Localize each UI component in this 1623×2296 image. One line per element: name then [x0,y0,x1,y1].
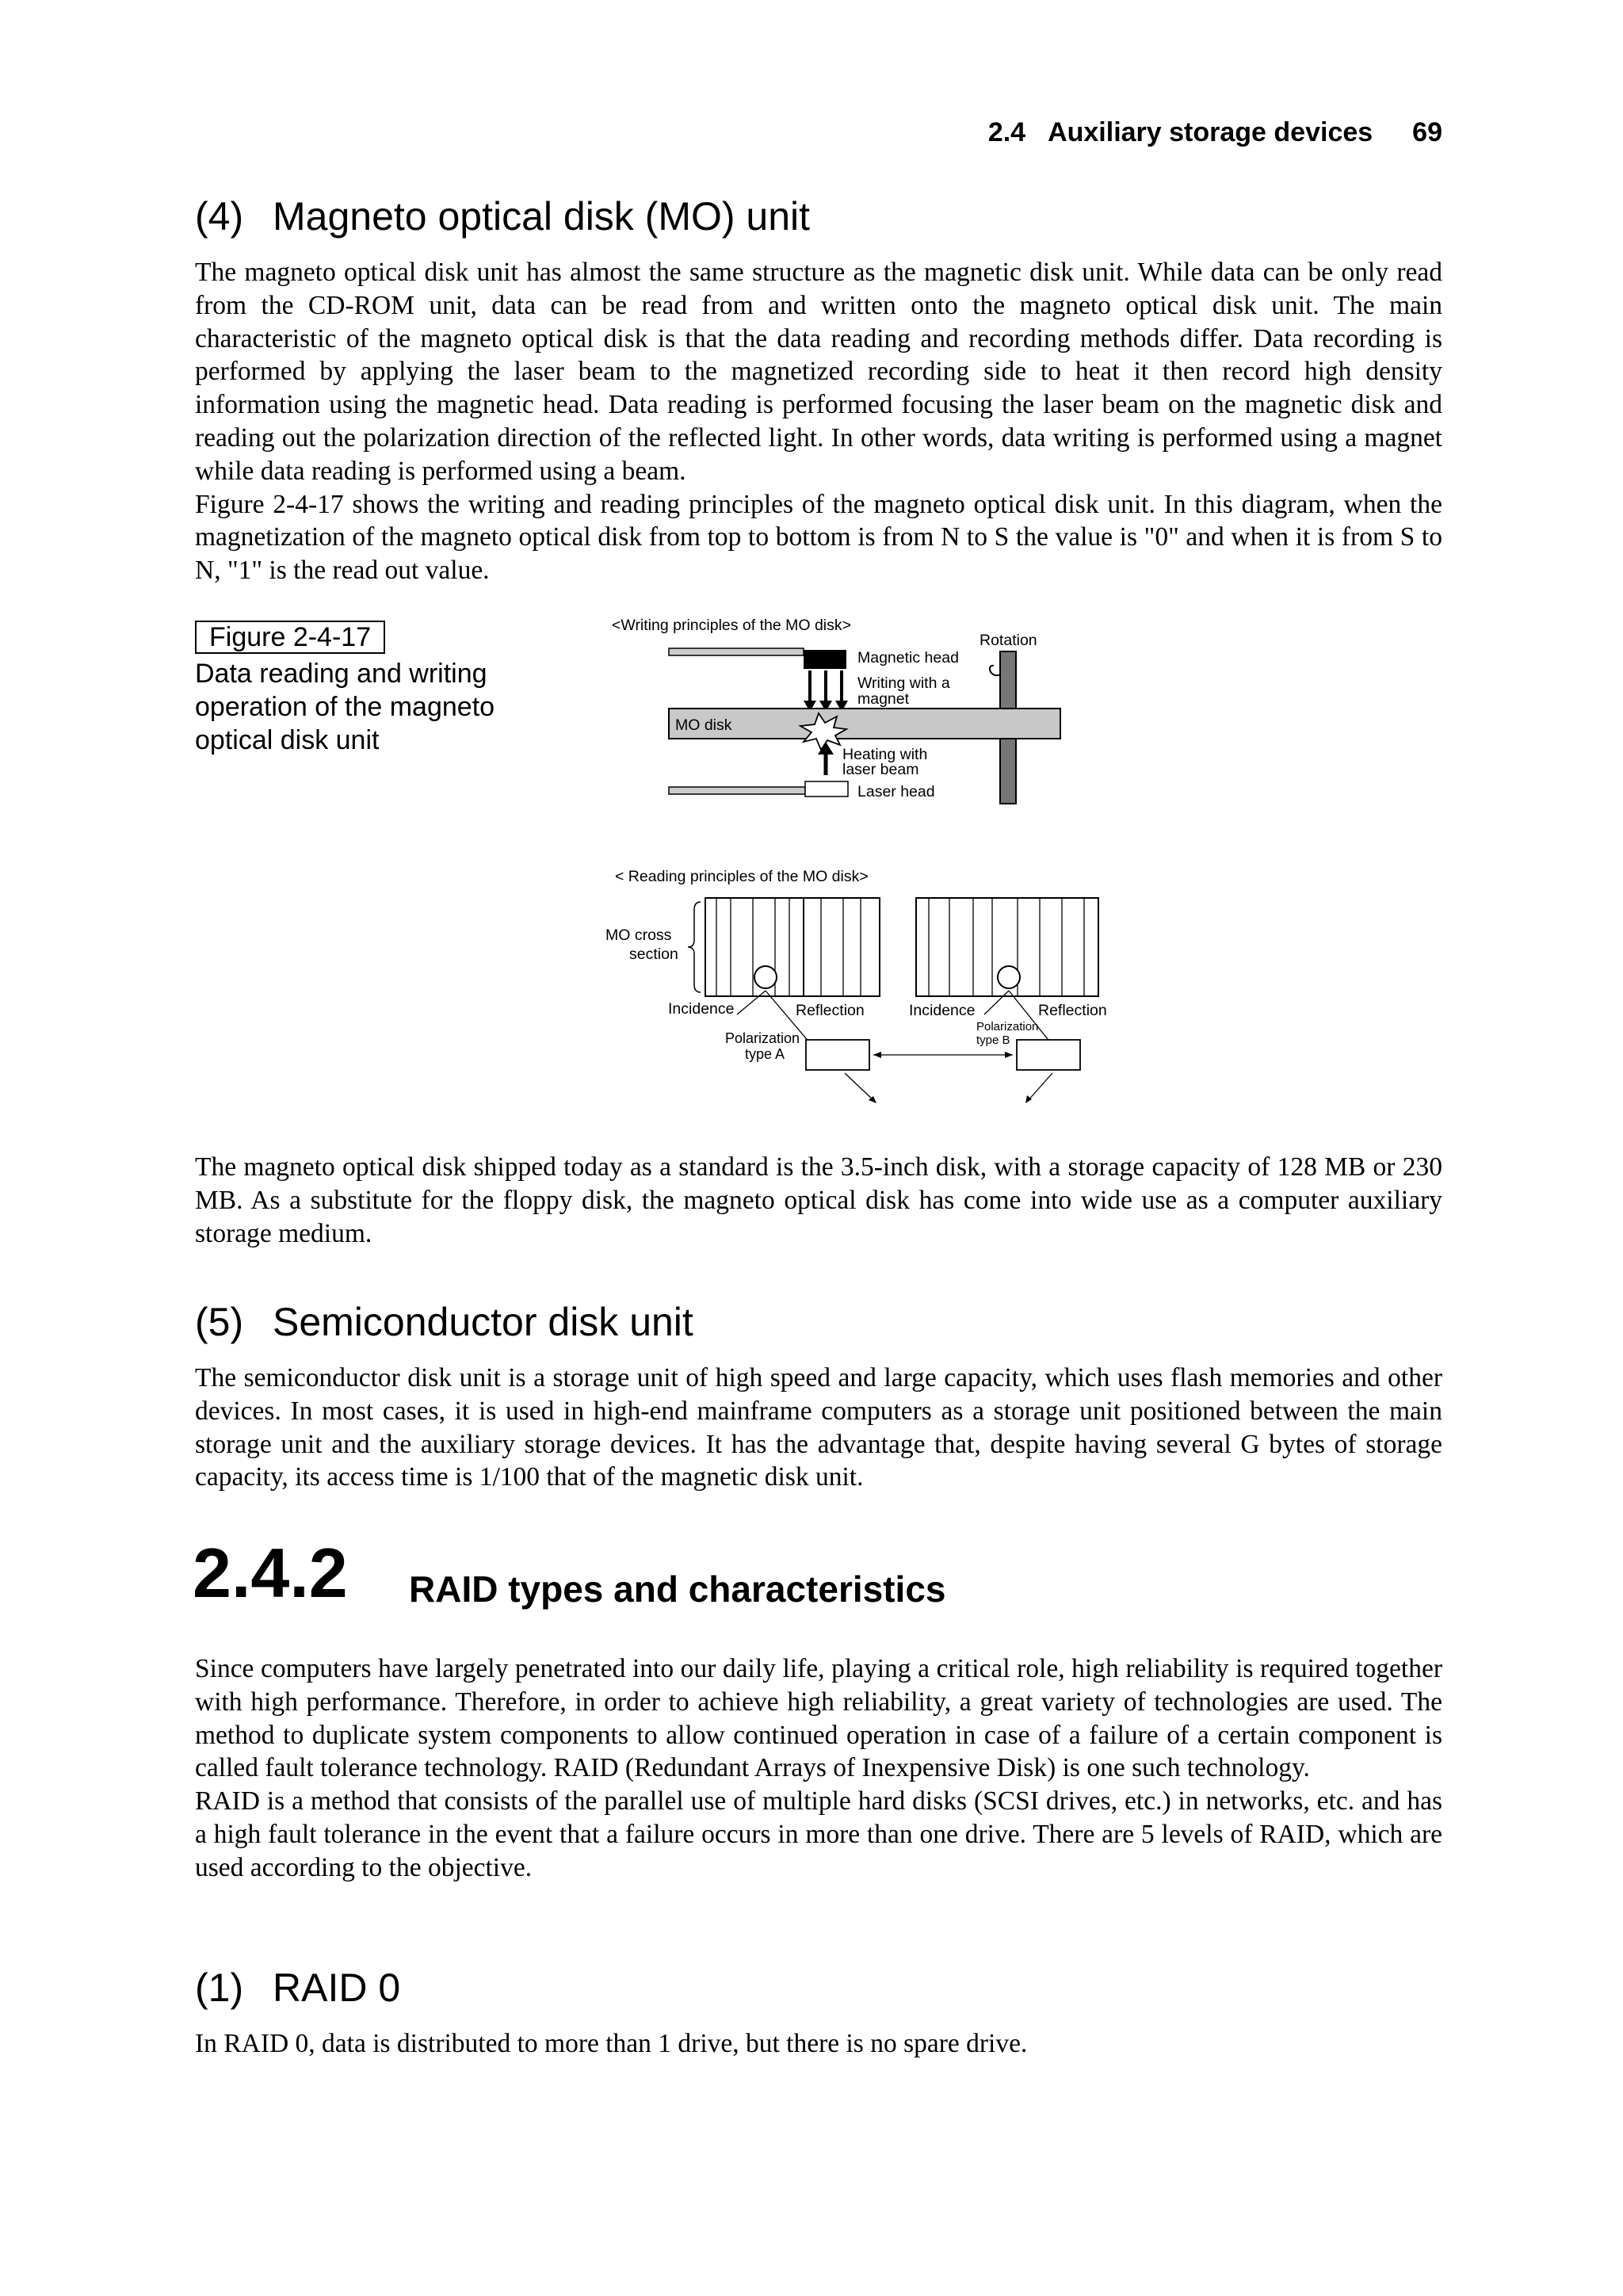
figure-number: Figure 2-4-17 [195,621,385,654]
raid0-heading-number: (1) [195,1966,244,2010]
magnetic-head-label: Magnetic head [857,649,959,667]
magnetic-head-arm [669,648,804,655]
page-number: 69 [1412,117,1442,147]
incidence-label-right: Incidence [909,1002,976,1019]
writing-magnet-label-1: Writing with a [857,674,950,692]
mo-heading-number: (4) [195,194,244,239]
polarization-a-label-2: type A [745,1046,785,1062]
read-spot-left [754,966,777,988]
cross-section-brace [688,902,701,992]
reflection-label-right: Reflection [1038,1002,1107,1019]
raid0-heading-text: RAID 0 [273,1966,401,2010]
polarization-b-box [1017,1040,1080,1070]
magnetic-head [804,650,846,669]
reading-title: < Reading principles of the MO disk> [615,868,869,885]
raid0-heading [195,1965,400,2011]
cross-section-label-2: section [629,946,678,963]
semiconductor-body: The semiconductor disk unit is a storage unit of high speed and large capacity, which uses flash memories and other devices. In most cases, it is used in high-end mainframe computers as a storage unit positioned between the main storage unit and the auxiliary storage devices. It has the advantage that, despite having several G bytes of storage capacity, its access time is 1/100 that of the magnetic disk unit. [195,1363,1442,1492]
semiconductor-heading-text: Semiconductor disk unit [273,1300,693,1344]
raid-section-number: 2.4.2 [193,1534,348,1612]
raid-section-title: RAID types and characteristics [409,1568,946,1610]
heating-label-2: laser beam [842,761,919,778]
raid-paragraph-1: Since computers have largely penetrated into our daily life, playing a critical role, high reliability is required together with high performance. Therefore, in order to achieve high reliability, a great variety of technologies are used. The method to duplicate system components to allow continued operation in case of a failure of a certain component is called fault tolerance technology. RAID (Redundant Arrays of Inexpensive Disk) is one such technology. [195,1654,1442,1783]
semiconductor-heading-number: (5) [195,1300,244,1344]
header-section-title: Auxiliary storage devices [1048,117,1373,147]
semiconductor-heading [195,1299,693,1345]
reflection-label-left: Reflection [796,1002,865,1019]
incidence-label-left: Incidence [668,1000,735,1018]
mo-heading-text: Magneto optical disk (MO) unit [273,194,811,239]
mo-after-figure: The magneto optical disk shipped today as a standard is the 3.5-inch disk, with a storage capacity of 128 MB or 230 MB. As a substitute for the floppy disk, the magneto optical disk has come into wide use as a computer auxiliary storage medium. [195,1152,1442,1248]
cross-section-label-1: MO cross [605,926,672,944]
read-spot-right [998,966,1020,988]
figure-caption: Data reading and writing operation of the magneto optical disk unit [195,659,495,755]
raid0-body: In RAID 0, data is distributed to more than 1 drive, but there is no spare drive. [195,2029,1028,2058]
raid-paragraph-2: RAID is a method that consists of the parallel use of multiple hard disks (SCSI drives, etc.) in networks, etc. and has a high fault tolerance in the event that a failure occurs in more than one drive. There are 5 levels of RAID, which are used according to the objective. [195,1786,1442,1882]
laser-head [805,781,848,797]
laser-head-arm [669,787,805,794]
writing-magnet-label-2: magnet [857,690,910,708]
mo-paragraph-1: The magneto optical disk unit has almost the same structure as the magnetic disk unit. While data can be only read from the CD-ROM unit, data can be read from and written onto the magneto optical disk unit. The main characteristic of the magneto optical disk is that the data reading and recording methods differ. Data recording is performed by applying the laser beam to the magnetized recording side to heat it then record high density information using the magnetic head. Data reading is performed focusing the laser beam on the magnetic disk and reading out the polarization direction of the reflected light. In other words, data writing is performed using a magnet while data reading is performed using a beam. [195,258,1442,486]
writing-title: <Writing principles of the MO disk> [612,617,852,634]
polarization-a-label-1: Polarization [725,1030,800,1046]
polarization-a-box [806,1040,869,1070]
mo-paragraph-2: Figure 2-4-17 shows the writing and reading principles of the magneto optical disk unit. In this diagram, when the magnetization of the magneto optical disk from top to bottom is from N to S the value is "0" and when it is from S to N, "1" is the read out value. [195,489,1442,586]
raid-section-body [195,1652,1442,1885]
laser-head-label: Laser head [857,783,935,800]
polarization-b-label-2: type B [976,1033,1010,1047]
header-section-number: 2.4 [987,117,1026,147]
polarization-b-label-1: Polarization [976,1020,1039,1033]
heating-label-1: Heating with [842,746,928,763]
rotation-label: Rotation [980,632,1037,649]
mo-disk-label: MO disk [675,716,732,734]
